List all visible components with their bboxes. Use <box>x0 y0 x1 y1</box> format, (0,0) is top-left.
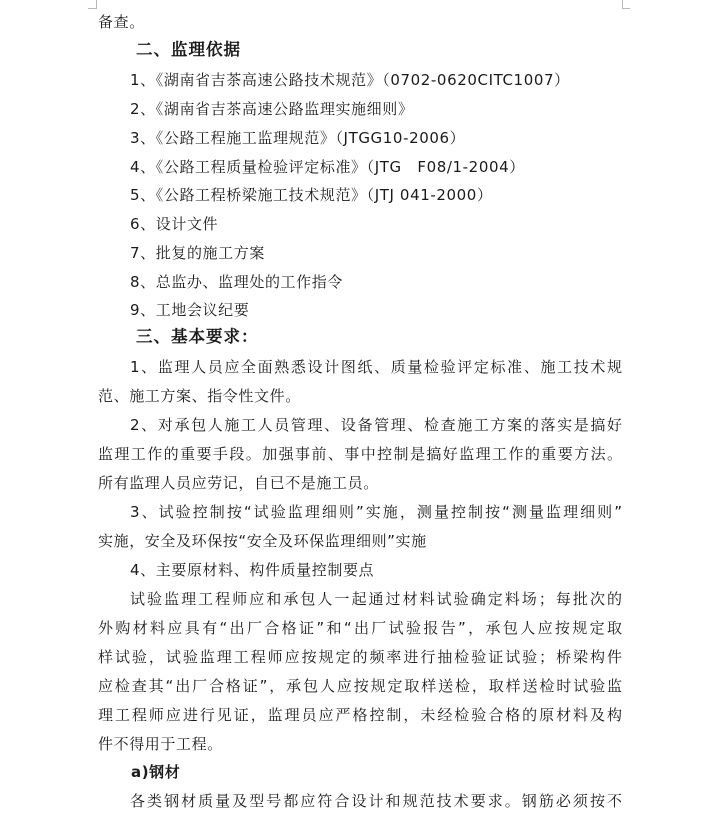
paragraph-line: 监理工作的重要手段。加强事前、事中控制是搞好监理工作的重要方法。 <box>98 445 622 463</box>
paragraph-line: 理工程师应进行见证，监理员应严格控制，未经检验合格的原材料及构 <box>98 706 622 724</box>
paragraph-line: 3、试验控制按“试验监理细则”实施，测量控制按“测量监理细则” <box>130 503 622 521</box>
paragraph-line: 试验监理工程师应和承包人一起通过材料试验确定料场；每批次的 <box>130 590 622 608</box>
page-corner-mark-left <box>96 0 97 9</box>
paragraph-line: 所有监理人员应劳记，自已不是施工员。 <box>98 474 379 492</box>
text-line: 备查。 <box>98 13 145 31</box>
paragraph-line: 2、对承包人施工人员管理、设备管理、检查施工方案的落实是搞好 <box>130 416 622 434</box>
paragraph-line: 范、施工方案、指令性文件。 <box>98 387 301 405</box>
list-item: 3、《公路工程施工监理规范》（JTGG10-2006） <box>130 129 466 147</box>
list-item: 1、《湖南省吉茶高速公路技术规范》（0702-0620CITC1007） <box>130 71 570 89</box>
section-heading-basis: 二、监理依据 <box>136 40 241 59</box>
list-item: 8、总监办、监理处的工作指令 <box>130 273 343 291</box>
paragraph-line: 外购材料应具有“出厂合格证”和“出厂试验报告”，承包人应按规定取 <box>98 619 622 637</box>
list-item: 7、批复的施工方案 <box>130 244 265 262</box>
list-item: 4、《公路工程质量检验评定标准》（JTG F08/1-2004） <box>130 158 525 176</box>
paragraph-line: 实施，安全及环保按“安全及环保监理细则”实施 <box>98 532 427 550</box>
paragraph-line: 件不得用于工程。 <box>98 735 223 753</box>
list-item: 5、《公路工程桥梁施工技术规范》（JTJ 041-2000） <box>130 186 493 204</box>
list-item: 2、《湖南省吉茶高速公路监理实施细则》 <box>130 100 414 118</box>
paragraph-line: 样试验，试验监理工程师应按规定的频率进行抽检验证试验；桥梁构件 <box>98 648 622 666</box>
paragraph-line: 4、主要原材料、构件质量控制要点 <box>130 561 375 579</box>
paragraph-line: 应检查其“出厂合格证”，承包人应按规定取样送检，取样送检时试验监 <box>98 677 622 695</box>
section-heading-requirements: 三、基本要求： <box>136 327 259 346</box>
paragraph-line: 各类钢材质量及型号都应符合设计和规范技术要求。钢筋必须按不 <box>130 792 622 810</box>
page-corner-mark-right-h <box>622 8 630 9</box>
list-item: 6、设计文件 <box>130 215 219 233</box>
page-corner-mark-left-h <box>88 8 96 9</box>
paragraph-line: 1、监理人员应全面熟悉设计图纸、质量检验评定标准、施工技术规 <box>130 358 622 376</box>
subsection-heading-steel: a)钢材 <box>131 763 181 781</box>
list-item: 9、工地会议纪要 <box>130 301 250 319</box>
